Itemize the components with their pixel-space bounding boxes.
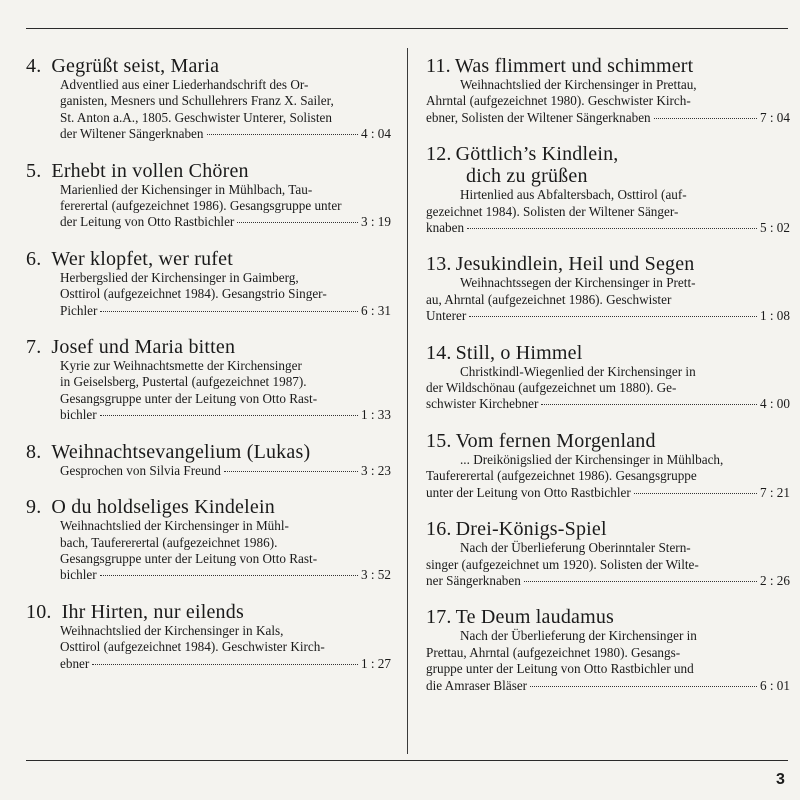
description-line: Weihnachtslied der Kirchensinger in Prettau, [460,77,697,92]
track-entry [426,55,790,126]
description-line: St. Anton a.A., 1805. Geschwister Unterer, Solisten [60,109,332,125]
track-entry [26,496,391,584]
track-title-line [26,336,391,358]
track-title: Vom fernen Morgenland [455,429,656,452]
description-tail: schwister Kirchebner [426,396,539,412]
description-last-line [426,678,790,694]
dot-leader [469,316,757,317]
track-title-line [426,430,790,452]
description-line: Taufererertal (aufgezeichnet 1986). Gesangsgruppe [426,468,697,484]
track-entry [26,248,391,319]
track-description [26,463,391,479]
description-line: Osttirol (aufgezeichnet 1984). Gesangstrio Singer- [60,286,327,302]
description-tail: bichler [60,567,97,583]
description-last-line [426,308,790,324]
description-last-line [60,214,391,230]
dot-leader [530,686,757,687]
track-title-line [26,496,391,518]
track-entry [26,336,391,424]
track-number: 8. [26,440,42,463]
description-line: Adventlied aus einer Liederhandschrift des Or- [60,77,309,92]
track-description [26,518,391,584]
track-description [426,540,790,589]
dot-leader [224,471,358,472]
track-title: Still, o Himmel [455,341,583,364]
description-tail: unter der Leitung von Otto Rastbichler [426,484,631,500]
description-tail: die Amraser Bläser [426,677,528,693]
description-line: Christkindl-Wiegenlied der Kirchensinger in [460,363,696,379]
description-tail: ebner [60,655,90,671]
left-column [26,55,391,689]
dot-leader [207,134,358,135]
track-title: Erhebt in vollen Chören [51,159,249,182]
track-description [426,628,790,694]
column-divider [407,48,408,754]
track-title-line [426,518,790,540]
description-line: Weihnachtssegen der Kirchensinger in Prett- [460,275,696,291]
description-last-line [426,573,790,589]
description-line: fererertal (aufgezeichnet 1986). Gesangsgruppe unter [60,198,342,214]
dot-leader [654,118,757,119]
description-tail: ner Sängerknaben [426,572,521,588]
description-tail: bichler [60,407,97,423]
track-number: 7. [26,336,42,359]
track-title: Josef und Maria bitten [51,336,236,359]
description-last-line [60,407,391,423]
dot-leader [541,404,757,405]
track-duration: 4 : 00 [759,396,790,412]
page-number: 3 [776,771,785,788]
track-duration: 6 : 31 [360,302,391,318]
track-title-line [426,253,790,275]
description-line: Weihnachtslied der Kirchensinger in Kals, [60,622,284,638]
dot-leader [100,415,358,416]
track-number: 6. [26,247,42,270]
track-number: 12. [426,143,452,166]
description-line: Nach der Überlieferung Oberinntaler Stern- [460,540,691,556]
dot-leader [524,581,757,582]
track-description [426,77,790,126]
top-rule [26,28,788,29]
description-last-line [60,126,391,142]
track-entry [426,253,790,324]
track-title: Göttlich’s Kindlein, [455,143,619,166]
description-line: Weihnachtslied der Kirchensinger in Mühl- [60,518,289,534]
track-entry [426,342,790,413]
track-title: Weihnachtsevangelium (Lukas) [51,440,311,463]
description-last-line [426,396,790,412]
track-title-line [426,342,790,364]
track-number: 10. [26,600,52,623]
description-line: Hirtenlied aus Abfaltersbach, Osttirol (auf- [460,187,687,203]
description-line: Kyrie zur Weihnachtsmette der Kirchensinger [60,358,302,374]
track-duration: 1 : 08 [759,308,790,324]
description-line: Osttirol (aufgezeichnet 1984). Geschwister Kirch- [60,639,325,655]
track-number: 15. [426,429,452,452]
track-duration: 6 : 01 [759,677,790,693]
track-number: 14. [426,341,452,364]
description-last-line [60,567,391,583]
track-duration: 4 : 04 [360,126,391,142]
track-number: 16. [426,518,452,541]
description-tail: Pichler [60,302,98,318]
description-line: bach, Taufererertal (aufgezeichnet 1986). [60,534,278,550]
description-line: Marienlied der Kichensinger in Mühlbach, Tau- [60,181,313,197]
description-last-line [426,220,790,236]
track-title-line [426,143,790,187]
track-description [26,77,391,143]
description-line: Herbergslied der Kirchensinger in Gaimberg, [60,269,299,285]
track-description [26,623,391,672]
track-duration: 5 : 02 [759,220,790,236]
dot-leader [92,664,358,665]
track-entry [426,143,790,236]
track-title: Was flimmert und schimmert [454,55,694,77]
description-line: ganisten, Mesners und Schullehrers Franz X. Sailer, [60,93,334,109]
description-tail: Gesprochen von Silvia Freund [60,462,221,478]
track-title: Drei-Königs-Spiel [455,518,607,541]
track-title: O du holdseliges Kindelein [51,496,275,519]
description-line: Gesangsgruppe unter der Leitung von Otto Rast- [60,550,318,566]
dot-leader [467,228,757,229]
track-duration: 7 : 21 [759,484,790,500]
description-line: Prettau, Ahrntal (aufgezeichnet 1980). Gesangs- [426,644,681,660]
description-line: in Geiselsberg, Pustertal (aufgezeichnet 1987). [60,374,307,390]
track-description [26,270,391,319]
dot-leader [100,311,358,312]
track-number: 4. [26,55,42,77]
track-entry [26,160,391,231]
track-number: 9. [26,496,42,519]
track-title: Ihr Hirten, nur eilends [61,600,244,623]
track-description [426,364,790,413]
track-number: 17. [426,606,452,629]
description-line: Ahrntal (aufgezeichnet 1980). Geschwister Kirch- [426,93,691,109]
track-description [26,358,391,424]
dot-leader [237,222,358,223]
description-tail: der Leitung von Otto Rastbichler [60,214,235,230]
description-line: singer (aufgezeichnet um 1920). Solisten der Wilte- [426,556,699,572]
track-duration: 3 : 52 [360,567,391,583]
track-description [426,452,790,501]
description-last-line [60,463,391,479]
description-last-line [426,485,790,501]
track-title-line [26,55,391,77]
track-duration: 1 : 33 [360,407,391,423]
track-title-line [26,160,391,182]
track-entry [426,430,790,501]
track-duration: 2 : 26 [759,572,790,588]
track-entry [26,441,391,479]
dot-leader [100,575,358,576]
track-title-continued: dich zu grüßen [466,165,588,188]
track-title: Wer klopfet, wer rufet [51,247,234,270]
description-line: au, Ahrntal (aufgezeichnet 1986). Geschwister [426,291,672,307]
track-number: 11. [426,55,451,77]
track-description [26,182,391,231]
description-line: gezeichnet 1984). Solisten der Wiltener Sänger- [426,203,679,219]
description-line: Nach der Überlieferung der Kirchensinger in [460,628,697,644]
track-number: 13. [426,253,452,276]
right-column [426,55,790,711]
track-number: 5. [26,159,42,182]
track-entry [26,601,391,672]
description-line: der Wildschönau (aufgezeichnet um 1880). Ge- [426,380,677,396]
description-tail: der Wiltener Sängerknaben [60,126,204,142]
track-description [426,275,790,324]
track-title: Te Deum laudamus [455,606,615,629]
description-tail: ebner, Solisten der Wiltener Sängerknaben [426,109,651,125]
description-line: gruppe unter der Leitung von Otto Rastbichler und [426,661,694,677]
track-duration: 1 : 27 [360,655,391,671]
track-title-line [26,441,391,463]
description-last-line [60,656,391,672]
track-duration: 3 : 19 [360,214,391,230]
track-duration: 3 : 23 [360,462,391,478]
dot-leader [634,493,757,494]
description-tail: knaben [426,220,465,236]
track-entry [26,55,391,143]
track-entry [426,606,790,694]
bottom-rule [26,760,788,761]
track-entry [426,518,790,589]
description-tail: Unterer [426,308,467,324]
track-title-line [26,248,391,270]
track-duration: 7 : 04 [759,109,790,125]
description-line: ... Dreikönigslied der Kirchensinger in Mühlbach, [460,451,724,467]
track-title: Jesukindlein, Heil und Segen [455,253,695,276]
track-title-line [426,606,790,628]
description-last-line [60,303,391,319]
description-line: Gesangsgruppe unter der Leitung von Otto Rast- [60,390,318,406]
track-title: Gegrüßt seist, Maria [51,55,220,77]
track-description [426,187,790,236]
track-title-line [26,601,391,623]
track-title-line [426,55,790,77]
description-last-line [426,110,790,126]
